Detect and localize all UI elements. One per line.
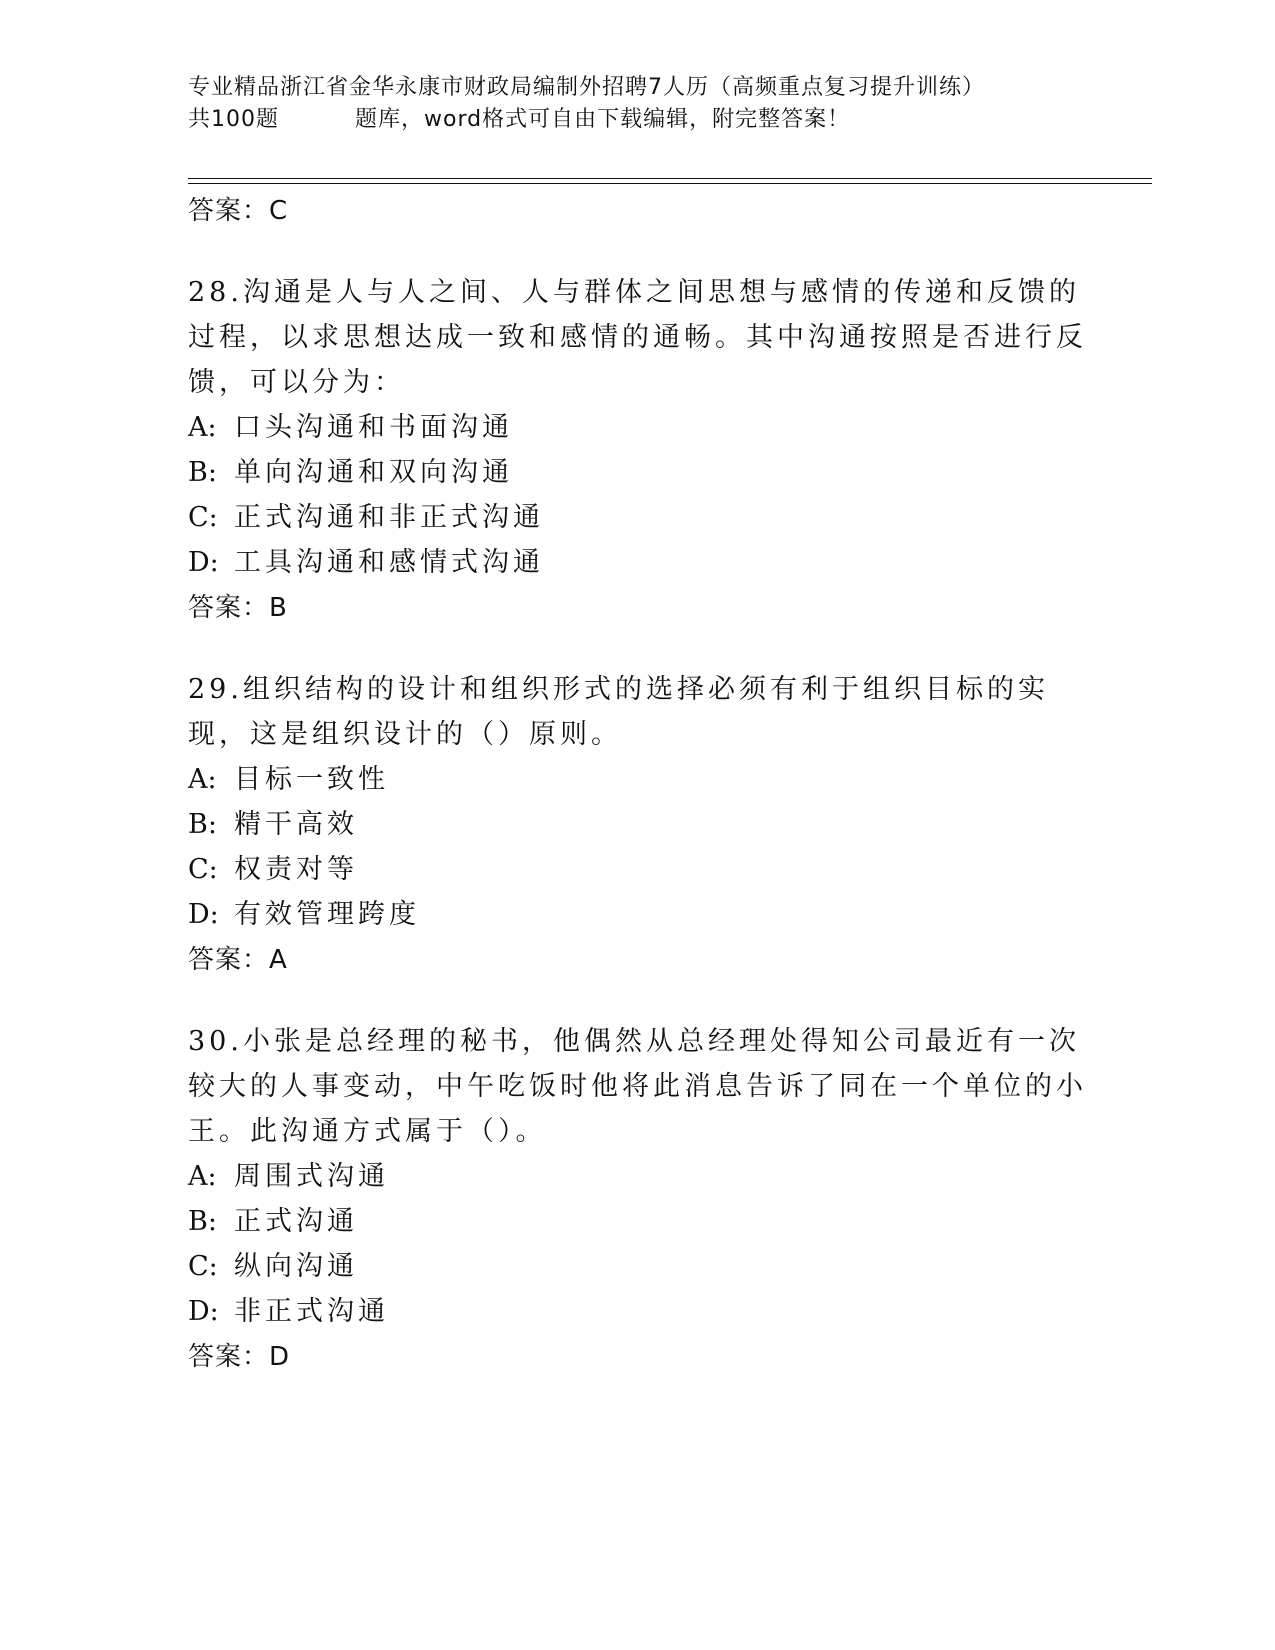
option-text: 有效管理跨度 xyxy=(234,899,420,930)
option-key: D: xyxy=(188,899,219,930)
option-key: D: xyxy=(188,547,219,578)
question-list xyxy=(188,188,1088,1380)
header-title-line1: 专业精品浙江省金华永康市财政局编制外招聘7人历（高频重点复习提升训练） xyxy=(188,75,985,100)
header-title-line2 xyxy=(188,104,1088,136)
question-text: 28.沟通是人与人之间、人与群体之间思想与感情的传递和反馈的过程，以求思想达成一致和感情的通畅。其中沟通按照是否进行反馈，可以分为： xyxy=(188,277,1087,398)
option-a xyxy=(188,405,1088,450)
option-key: C: xyxy=(188,1251,218,1282)
header-divider-bottom xyxy=(188,183,1152,184)
question-answer: 答案：B xyxy=(188,593,288,623)
question-29 xyxy=(188,667,1088,983)
option-key: C: xyxy=(188,502,218,533)
question-answer: 答案：D xyxy=(188,1342,291,1372)
option-b xyxy=(188,1199,1088,1244)
option-text: 工具沟通和感情式沟通 xyxy=(234,547,544,578)
option-d xyxy=(188,540,1088,585)
option-b xyxy=(188,802,1088,847)
question-answer: 答案：A xyxy=(188,945,288,975)
option-key: A: xyxy=(188,764,217,795)
option-a xyxy=(188,1154,1088,1199)
page-header xyxy=(188,72,1088,136)
option-b xyxy=(188,450,1088,495)
option-key: D: xyxy=(188,1296,219,1327)
option-key: B: xyxy=(188,457,217,488)
header-divider-top xyxy=(188,178,1152,179)
option-d xyxy=(188,892,1088,937)
question-28 xyxy=(188,270,1088,631)
option-text: 非正式沟通 xyxy=(234,1296,389,1327)
option-key: A: xyxy=(188,1161,217,1192)
option-text: 纵向沟通 xyxy=(234,1251,358,1282)
option-key: B: xyxy=(188,1206,217,1237)
option-text: 口头沟通和书面沟通 xyxy=(234,412,513,443)
previous-question-answer: 答案：C xyxy=(188,196,289,226)
option-c xyxy=(188,847,1088,892)
question-text: 29.组织结构的设计和组织形式的选择必须有利于组织目标的实现，这是组织设计的（）原则。 xyxy=(188,674,1049,750)
question-text: 30.小张是总经理的秘书，他偶然从总经理处得知公司最近有一次较大的人事变动，中午吃饭时他将此消息告诉了同在一个单位的小王。此沟通方式属于（）。 xyxy=(188,1026,1087,1147)
option-text: 正式沟通和非正式沟通 xyxy=(234,502,544,533)
option-d xyxy=(188,1289,1088,1334)
option-c xyxy=(188,495,1088,540)
option-text: 单向沟通和双向沟通 xyxy=(234,457,513,488)
option-text: 精干高效 xyxy=(234,809,358,840)
header-description: 题库，word格式可自由下载编辑，附完整答案！ xyxy=(355,107,851,132)
option-key: A: xyxy=(188,412,217,443)
option-key: C: xyxy=(188,854,218,885)
option-text: 正式沟通 xyxy=(234,1206,358,1237)
header-question-count: 共100题 xyxy=(188,107,279,132)
option-text: 目标一致性 xyxy=(234,764,389,795)
option-key: B: xyxy=(188,809,217,840)
option-a xyxy=(188,757,1088,802)
option-text: 周围式沟通 xyxy=(234,1161,389,1192)
question-30 xyxy=(188,1019,1088,1380)
option-text: 权责对等 xyxy=(234,854,358,885)
option-c xyxy=(188,1244,1088,1289)
